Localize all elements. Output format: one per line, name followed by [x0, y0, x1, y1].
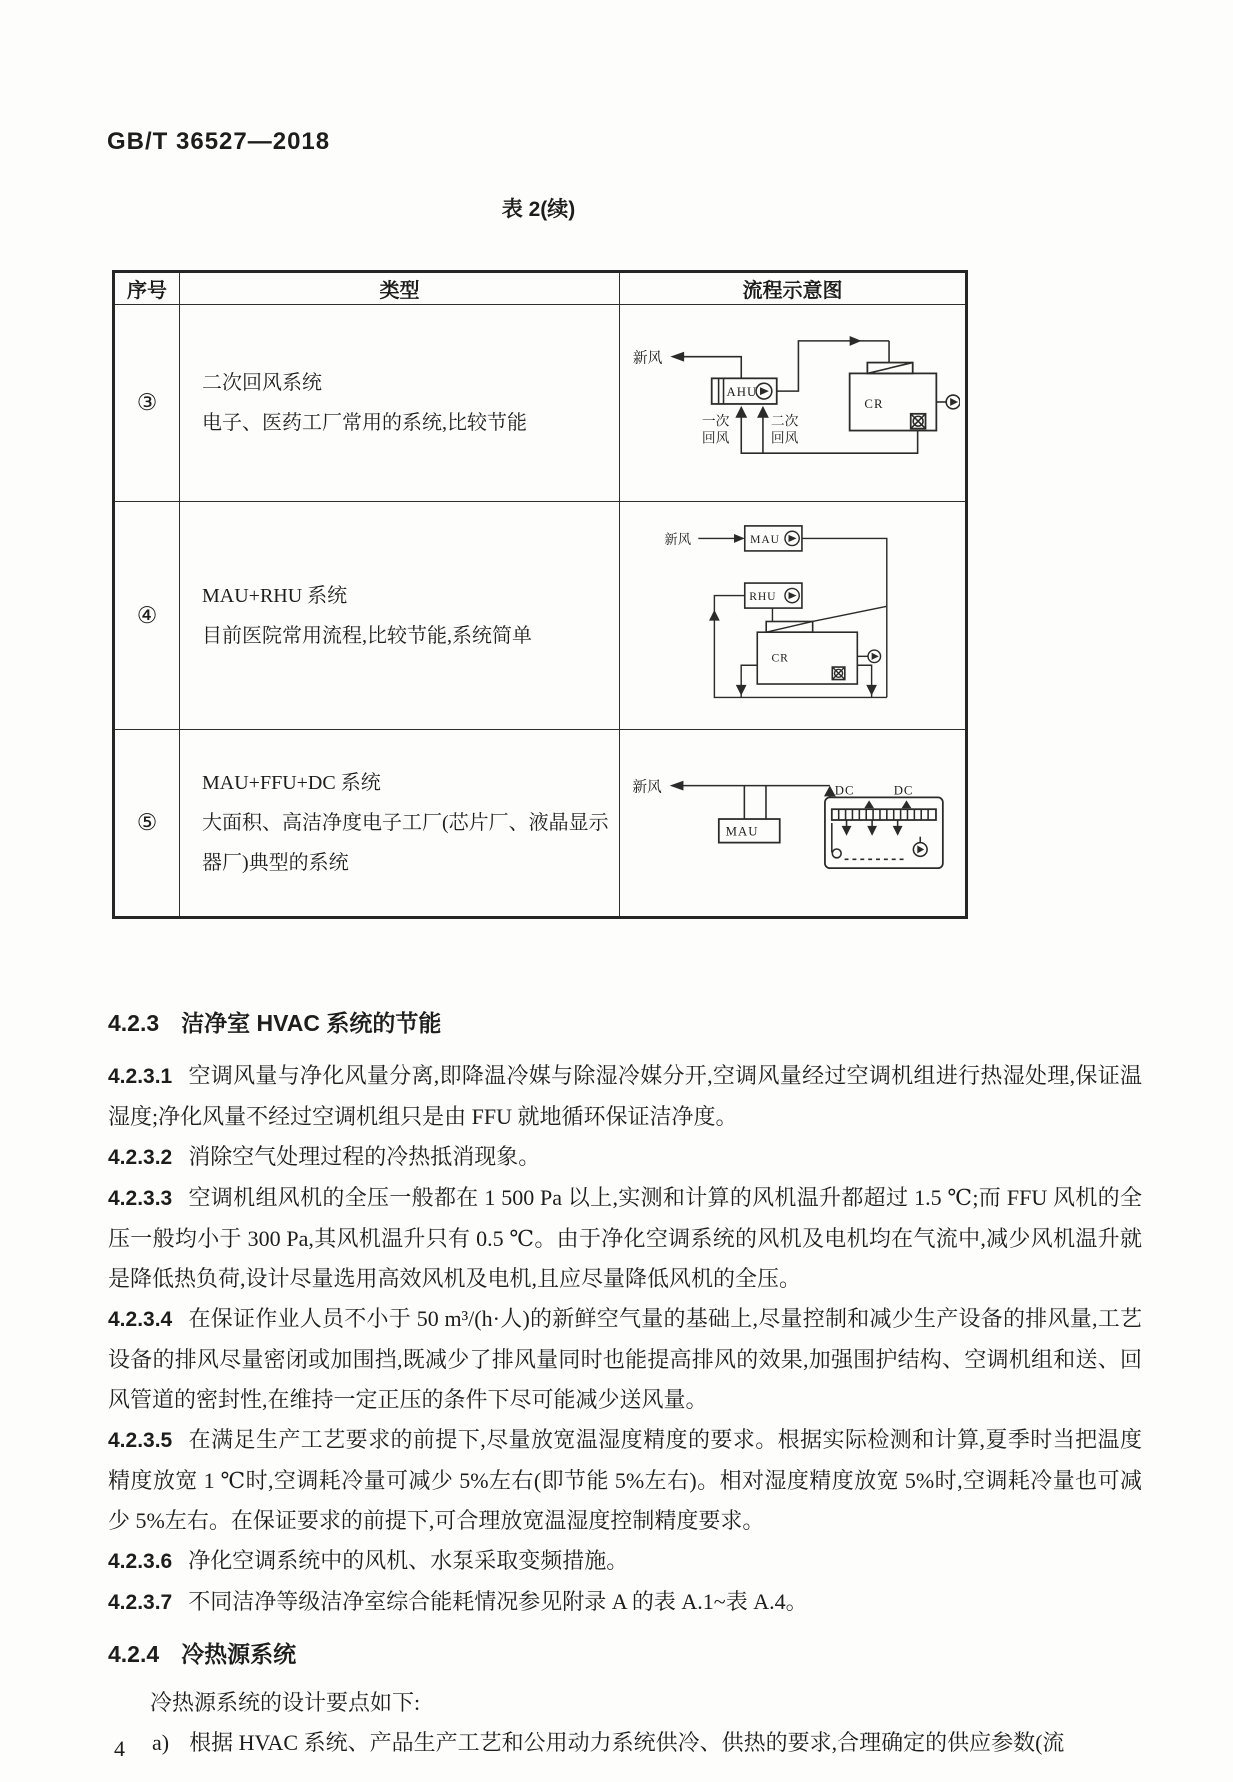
system-desc: 目前医院常用流程,比较节能,系统简单	[202, 624, 532, 647]
rhu-box	[744, 583, 801, 608]
clause-4-2-3-2	[108, 1137, 1142, 1178]
clause-text: 消除空气处理过程的冷热抵消现象。	[188, 1144, 541, 1169]
section-title: 冷热源系统	[181, 1641, 297, 1667]
lead-paragraph	[108, 1683, 1142, 1723]
svg-text:MAU: MAU	[749, 532, 780, 546]
svg-text:新风: 新风	[663, 531, 691, 547]
col-header-diagram: 流程示意图	[620, 272, 967, 305]
clause-number: 4.2.3.4	[108, 1308, 173, 1331]
svg-text:RHU: RHU	[748, 590, 776, 604]
clause-text: 在满足生产工艺要求的前提下,尽量放宽温湿度精度的要求。根据实际检测和计算,夏季时当把温度精度放宽 1 ℃时,空调耗冷量可减少 5%左右(即节能 5%左右)。相对湿度精度放宽 5%时,空调耗冷量也可减少 5%左右。在保证要求的前提下,可合理放宽温湿度控制精度要求。	[108, 1427, 1142, 1533]
downflow-arrows	[841, 820, 902, 836]
system-desc: 电子、医药工厂常用的系统,比较节能	[202, 412, 527, 434]
return-ducts	[702, 405, 918, 452]
clause-number: 4.2.3.2	[108, 1146, 173, 1169]
table-row-mau-ffu-dc	[114, 730, 967, 918]
filter-icon	[766, 606, 887, 632]
svg-text:回风: 回风	[770, 429, 799, 445]
clause-4-2-3-4	[108, 1299, 1142, 1420]
flow-diagram-secondary-return	[625, 327, 960, 475]
system-title: MAU+RHU 系统	[202, 584, 348, 607]
ahu-box	[712, 378, 777, 404]
clause-text: 空调机组风机的全压一般都在 1 500 Pa 以上,实测和计算的风机温升都超过 1.5 ℃;而 FFU 风机的全压一般均小于 300 Pa,其风机温升只有 0.5 ℃。由于净化空调系统的风机及电机均在气流中,减少风机温升就是降低热负荷,设计尽量选用高效风机及电机,且应尽量降低风机的全压。	[108, 1185, 1142, 1291]
clause-4-2-3-1	[108, 1056, 1142, 1137]
clause-number: 4.2.3.3	[108, 1187, 173, 1210]
dc-label: DC	[834, 783, 854, 798]
svg-text:回风: 回风	[701, 429, 730, 445]
page-number: 4	[114, 1736, 125, 1761]
mau-box	[718, 819, 779, 843]
system-title: 二次回风系统	[202, 372, 322, 394]
fresh-air-label	[632, 779, 835, 820]
flow-diagram-mau-ffu-dc	[628, 764, 958, 877]
standard-number: GB/T 36527—2018	[107, 128, 331, 155]
row-type-cell	[180, 502, 620, 730]
col-header-seq: 序号	[114, 272, 180, 305]
dc-label: DC	[893, 783, 913, 798]
cleanroom-fan-icon	[936, 395, 960, 409]
table-header-row	[114, 272, 967, 305]
row-seq: ③	[114, 305, 180, 502]
clause-4-2-3-5	[108, 1420, 1142, 1541]
lead-text: 冷热源系统的设计要点如下:	[150, 1690, 421, 1715]
list-marker: a)	[152, 1730, 170, 1755]
exhaust-fan-icon	[832, 667, 845, 680]
system-desc: 大面积、高洁净度电子工厂(芯片厂、液晶显示器厂)典型的系统	[202, 812, 609, 874]
clause-4-2-3-6	[108, 1541, 1142, 1582]
svg-text:AHU: AHU	[726, 384, 758, 399]
clause-number: 4.2.3.7	[108, 1591, 173, 1614]
clause-4-2-3-7	[108, 1582, 1142, 1623]
table-row-mau-rhu	[114, 502, 967, 730]
clause-text: 空调风量与净化风量分离,即降温冷媒与除湿冷媒分开,空调风量经过空调机组进行热湿处理,保证温湿度;净化风量不经过空调机组只是由 FFU 就地循环保证洁净度。	[108, 1063, 1142, 1129]
flow-diagram-mau-rhu	[659, 508, 927, 718]
cleanroom-fan-icon	[857, 650, 880, 663]
clause-4-2-3-3	[108, 1178, 1142, 1299]
row-seq: ④	[114, 502, 180, 730]
svg-text:MAU: MAU	[725, 824, 758, 839]
row-seq: ⑤	[114, 730, 180, 918]
section-number: 4.2.3	[108, 1010, 160, 1036]
return-loop	[709, 596, 887, 698]
row-diagram-cell	[620, 305, 967, 502]
ffu-filter-row	[831, 800, 935, 820]
clause-number: 4.2.3.5	[108, 1429, 173, 1452]
list-item-a	[108, 1723, 1142, 1763]
svg-text:CR: CR	[864, 396, 884, 411]
cleanroom-box	[824, 797, 942, 868]
clause-text: 在保证作业人员不小于 50 m³/(h·人)的新鲜空气量的基础上,尽量控制和减少生产设备的排风量,工艺设备的排风尽量密闭或加围挡,既减少了排风量同时也能提高排风的效果,加强围护结构、空调机组和送、回风管道的密封性,在维持一定正压的条件下尽可能减少送风量。	[108, 1306, 1142, 1412]
section-number: 4.2.4	[108, 1641, 160, 1667]
svg-text:一次: 一次	[701, 413, 730, 429]
filter-icon	[867, 362, 912, 373]
row-type-cell	[180, 305, 620, 502]
fresh-air-label	[633, 349, 741, 378]
row-type-cell	[180, 730, 620, 918]
section-heading-4-2-3	[108, 1008, 1142, 1038]
row-diagram-cell	[620, 730, 967, 918]
col-header-type: 类型	[180, 272, 620, 305]
row-diagram-cell	[620, 502, 967, 730]
section-title: 洁净室 HVAC 系统的节能	[181, 1010, 442, 1036]
fresh-air-label	[664, 532, 744, 547]
clause-text: 不同洁净等级洁净室综合能耗情况参见附录 A 的表 A.1~表 A.4。	[188, 1589, 808, 1614]
svg-text:新风: 新风	[631, 779, 662, 796]
list-text: 根据 HVAC 系统、产品生产工艺和公用动力系统供冷、供热的要求,合理确定的供应参数(流	[189, 1730, 1065, 1755]
svg-text:新风: 新风	[632, 350, 663, 367]
clause-text: 净化空调系统中的风机、水泵采取变频措施。	[188, 1548, 629, 1573]
table-title: 表 2(续)	[501, 198, 576, 221]
exhaust-fan-icon	[911, 413, 926, 428]
clause-number: 4.2.3.1	[108, 1065, 173, 1088]
section-heading-4-2-4	[108, 1639, 1142, 1669]
svg-text:二次: 二次	[770, 413, 799, 429]
body-text	[108, 1008, 1142, 1763]
mau-box	[744, 526, 801, 551]
clause-number: 4.2.3.6	[108, 1550, 173, 1573]
supply-duct	[777, 335, 889, 390]
table-row-secondary-return	[114, 305, 967, 502]
svg-text:CR: CR	[771, 651, 789, 665]
system-title: MAU+FFU+DC 系统	[202, 772, 381, 794]
system-type-table	[112, 270, 968, 919]
